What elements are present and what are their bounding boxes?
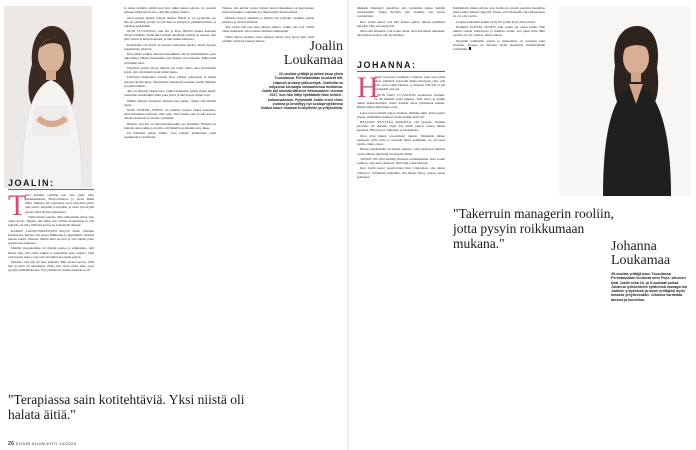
col2-paragraph: Olen perinyt äidiltä vahvan tahdon. Häntä ei voi pysäyttää, jos hän on päättänyt jotain. Ja silti hän on lempeä ja ymmärtäväinen, ja rakastaa perhettään. bbox=[124, 15, 216, 28]
col3-paragraph: Minusta kasvoi aikuinen ja äidistä tuli ystäväni. Voimme puhua kaikesta ja nauraa yhdessä. bbox=[222, 15, 314, 24]
col2-paragraph: OLIN 13-VUOTIAS, kun äiti ja Pepe lähtivät minun kanssani Yhdysvaltoihin. Siellä alkoi minun unelmani esiintyä ja tanssia. Äiti jätti työnsä ja kulki kanssani, ja tuki minua kaikessa. bbox=[124, 29, 216, 42]
col4b-paragraph: Lapsi kasvoi meillä paljon yhdessä. Olimme tiimi. Kun tapasin Pepen, elämämme muuttui, mutta kaikki oli hyvin. bbox=[357, 110, 445, 119]
col2-paragraph: Erityinen paljon riitoja aiheutti nyt rahat, mutta aina selvisimme niistä. Äiti oli minulle kuin tiimin jäsen. bbox=[124, 65, 216, 75]
col2-paragraph: NOW UNITED -YHTYE oli minulle lopulta tärkeä kokemus. Olen kiitollinen kaikesta, mitä opin. Silti tunsin, että on aika kasvaa omaksi itsekseni ja seurata sydäntäni. bbox=[124, 108, 216, 121]
col4b-paragraph: Hänen ympärillään oli monia aikuisia, jotka halusivat hänestä jotain. Minun tehtäväni oli suojella häntä. bbox=[357, 147, 445, 156]
left-column-1 bbox=[8, 193, 94, 403]
right-column-1-top bbox=[357, 6, 445, 58]
col2-paragraph: Keskustelu oli suurta ja kiivasta tunteiden aikana, mutta lopulta uskalsimme yhdessä. bbox=[124, 42, 216, 51]
publication-issue: KODIN KUVALEHTI 14/2024 bbox=[15, 441, 77, 446]
col4b-paragraph: Kun Joalin kertoi lopettavansa Now Unitedissa, olin aluksi yllättynyt. Ymmärsin kuitenkin, että hänen täytyy seurata omaa polkuaan. bbox=[357, 166, 445, 179]
joalin-pull-quote: "Terapiassa sain kotitehtäviä. Yksi niistä oli halata äitiä." bbox=[8, 392, 245, 422]
left-column-3 bbox=[222, 6, 314, 306]
col2-paragraph: Äiti oli minulle tärkeä tuki, vaikka matkustin paljon ilman häntä. Soitimme toisillemme lähes joka päivä ja hän kyseli, miten voin. bbox=[124, 89, 216, 98]
johanna-name-heading bbox=[611, 240, 695, 268]
joalin-first-name: Joalin bbox=[309, 39, 343, 54]
col3-paragraph: Äiti, kiitos että olet aina tukenut minua, vaikka tiet ovat välillä olleet mutkaisia. Olet tärkein ihminen elämässäni. bbox=[222, 25, 314, 34]
joalin-portrait-image bbox=[4, 6, 92, 188]
johanna-dropcap-letter: H bbox=[357, 75, 379, 104]
end-mark bbox=[469, 47, 472, 50]
col1-paragraph: Tämä tuntui oudolta, sillä suhteemme olivat aina olleet hyvät. Tajusin, että ehkä olin valmis avautumaan ja että tunteille on tilaa. Halusin kertoa ne Johannalle ääneen. bbox=[8, 214, 94, 228]
col5-paragraph: KAIKKI SUOTTA SITTEN, kun Joalin sai oman kodin. Hän muutti omaan asuntoonsa ja minusta tuntui, että pieni lintu lähti pesästä. Se oli vaikeaa, mutta oikein. bbox=[453, 25, 545, 38]
col2-paragraph: Esiinnyin muutaman vuoden Now United -yhtyeessä ja tunsin olevani täynnä intoa. Maailmalla kiertäessä tutustuin uusiin ihmisiin ja kulttuureihin. bbox=[124, 75, 216, 88]
left-column-2 bbox=[124, 6, 216, 402]
col4-paragraph: Olen aina halunnut, että Joalin tietää, että olen hänen tukenaan, eikä hänen tarvitse olla täydellinen. bbox=[357, 29, 445, 38]
col4b-paragraph: HALUSIN NÄYTTÄÄ KAIKILLE, että pystyin. Joalinin kasvatus oli tärkeää. Opin itse äitinä paljon asioita hänen kauttaan. Hän kasvoi rohkeaksi ja itsenäiseksi. bbox=[357, 120, 445, 133]
johanna-portrait-image bbox=[559, 6, 691, 196]
johanna-speaker-rule bbox=[357, 71, 445, 72]
col5-paragraph: Lopulta kuitenkin kaikki oli hyvin ja hän löysi oman tiensä. bbox=[456, 19, 536, 24]
col4b-paragraph: Olen ollut hänen ura-alallaan tukena. Matkustin hänen kanssaan, jätin työni ja seurasin häntä kaikkialle. Se oli suuri päätös, mutta oikea. bbox=[357, 133, 445, 147]
col4b-paragraph: alusin kasvattaa Joalinista rohkean, joka osaa pitää omaa päätänsä. Kasvatin hänet tietoisena siitä, että tytöt voivat mitä tahansa, ja halusin, että hän ei jää kenenkään varjoon. bbox=[374, 75, 445, 92]
johanna-first-name: Johanna bbox=[611, 239, 657, 254]
johanna-speaker-label: JOHANNA: bbox=[357, 60, 417, 70]
johanna-pull-quote: "Takerruin managerin rooliin, jotta pysyin roikkumaan mukana." bbox=[453, 206, 614, 251]
johanna-photo bbox=[559, 6, 691, 196]
col2-paragraph: ta omaa sydäntä, tehdä juuri sitä, mikä tuntuu omalta. Jo pienenä halusin tehdä asioita itse, eikä äiti estänyt minua. bbox=[124, 6, 216, 15]
col4b-paragraph: TANSSI ON ollut meidän yhteinen intohimomme. Kun Joalin esiintyy, olen aina yleisössä. Olen niin ylpeä hänestä. bbox=[357, 156, 445, 166]
col4-paragraph: Melkein lähentelyt enteilivät, että voisimme puhua meidän asioistamme. Tuntui hyvältä, että voimme olla suoria toisillemme. bbox=[357, 6, 445, 19]
joalin-dropcap-letter: T bbox=[8, 193, 27, 222]
joalin-speaker-label: JOALIN: bbox=[8, 178, 55, 188]
joalin-photo bbox=[4, 6, 92, 188]
right-column-2 bbox=[453, 6, 545, 196]
col2-paragraph: Kun päätin vaihtaa tanssista musiikkiin, äiti oli ensimmäinen, joka tuki minua. Hänen mielestään olisi pitänyt edes kokeilla. Ehkä tämä oli minun tieni. bbox=[124, 52, 216, 65]
col1-paragraph: ässä keväänä tapahtui tosi outo juttu. Olin kaksikuukautta Yhdysvalloissa ja aivan äkkiä minä. Minulle tuli pakottava tarve kirjoittaa yksin joka päivä. Kirjoitin ja kirjoitin, ja vasta yön myötä paperi alkoi täyttyä ajatuksista. bbox=[25, 193, 94, 214]
col2-paragraph: Haluan, että äiti on tulevaisuudessakin osa elämääni. Hänellä on minulle aina paikka ja tiedän, että hänellä on minulle aina aikaa. bbox=[124, 121, 216, 130]
col4-paragraph: Kun Joalin kertoi, että hän haluaa puhua, minun sydämeni hyppäsi. Olin odottanut tätä. bbox=[357, 19, 445, 28]
johanna-bio: 45-vuotias yrittäjä asuu Tuusulassa. Perhetaustaan kuuluvat mies Pepe, aikuinen tytär Joalin sekä 18- ja 9-vuotiaat poikat. Johanna työskentelee tyttärensä managerina Joalinin yrityksissä ja toimii yrittäjänä myös omassa yrityksessään. Johanna harrastaa tanssia ja kuntoilua. bbox=[611, 272, 687, 302]
left-page bbox=[0, 0, 347, 450]
page-number: 26 bbox=[8, 441, 15, 447]
col2-paragraph: Mäkin vihdoin Suomeen, halusin asua yksin, vaikka olin ikäviin yksin. bbox=[124, 98, 216, 107]
joalin-last-name: Loukamaa bbox=[283, 53, 343, 68]
joalin-dropcap bbox=[8, 193, 27, 222]
joalin-speaker-rule bbox=[8, 189, 94, 190]
col5-paragraph: Nykyään puhumme paljon ja suhteemme on parempi kuin koskaan. Terapia on auttanut meitä molempia ymmärtämään toisiamme. bbox=[453, 38, 545, 51]
col1-paragraph: Meidän lapsuutemme oli täynnä naurua ja seikkailuja. Äiti halusi aina, että olisin rohkea ja kokeilisin uusia asioita. Siitä sain itseeni uskoa, jota olen tarvinnut ura-alalla paljon. bbox=[8, 246, 94, 259]
johanna-dropcap bbox=[357, 75, 379, 104]
col4b-paragraph: OLIN VAIN 21-VUOTIAS saadessani Joalinin. Se oli minulle suuri muutos. Olin nuori ja kaikki tuntui mahdottomalta, mutta halusin antaa tyttärelleni kaiken. Hänen isänsä lähti melko pian. bbox=[357, 92, 445, 110]
right-column-1-bottom bbox=[357, 75, 445, 443]
joalin-bio: 22-vuotias yrittäjä ja artisti asuu yksin Tuusulassa. Perhetaustaan kuuluvat äiti, isäpuoli ja kaksi pikkuveljeä. Joalinilla on miljoonia seuraajia sosiaalisessa mediassa. Joalin tuli kansainväliseen tietoisuuteen vuonna 2017, kun hän liittyi tyttöbändi Now United -kokoonpanoon. Ryhmästä Joalin erosi viime vuonna ja keskittyy nyt sooloprojektiensa lisäksi muun muassa tv-ohjelmiin ja yrityksiinsä. bbox=[261, 72, 343, 111]
right-page bbox=[349, 0, 696, 450]
col3-paragraph: Tuntuu, että kolme vuotta täynnä suuria muutoksia on kasvattanut meitä molempia. Olemme nyt läheisempiä kuin koskaan. bbox=[222, 6, 314, 15]
col5-paragraph: Pahimmalla tuntui siltoin, kun Joalin oli toisella puolella maailmaa enkä saanut häneen yhteyttä. Tiesin, että ulkomailla turvallisuudesta en voi olla varma. bbox=[453, 6, 545, 19]
col1-paragraph: KAIKKI LAPSUUSMUISTONI liittyvät äitiin. Olimme kahdestaan, kunnes äiti tapasi Mikkosen ja muutimme yhdessä uuteen kotiin. Pienenä ihailin äitiä kovasti ja olin hänen pieni apulaisensa kaikessa. bbox=[8, 228, 94, 246]
left-footer bbox=[8, 441, 76, 447]
johanna-last-name: Loukamaa bbox=[611, 253, 671, 268]
col2-paragraph: En halunnut pukua äidille, vaan halusin kunnioittaa omia ajatuksiani ja tunteitani. bbox=[124, 131, 216, 140]
col1-paragraph: Muistan, että äiti oli aina paikalla. Hän saattoi kertoa, mitä teki ja mitä oli tekemässä, mutta hän antoi myös tilaa, jotta pystyin päättämään itse. Nyt ymmärrän, kuinka tärkeää se oli. bbox=[8, 260, 94, 273]
col3-paragraph: Tämä tuntuu oudolta sanoa ääneen, mutta olen ylpeä siitä, mitä olemme yhdessä saaneet aikaan. bbox=[222, 34, 314, 43]
